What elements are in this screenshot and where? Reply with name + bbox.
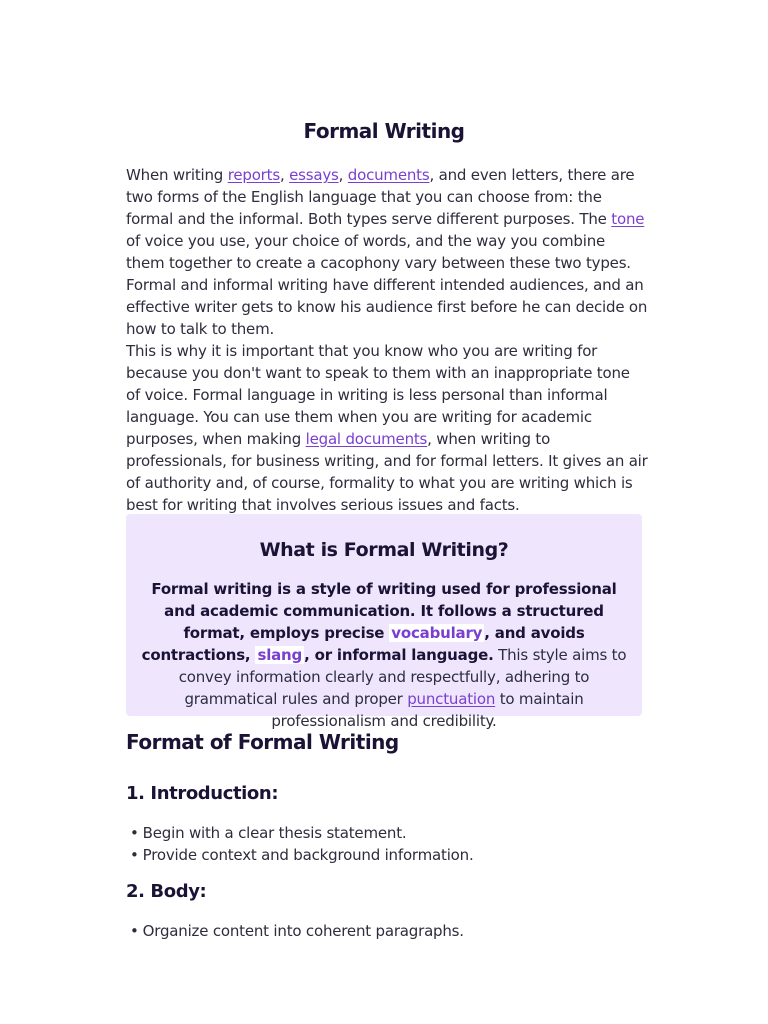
introduction-list (130, 822, 474, 866)
text-segment: , (279, 166, 290, 184)
text-segment: , and even letters, there are two forms of the English language that you can choose from: the formal and the informal. Both types serve different purposes. The (126, 166, 635, 228)
subheading-body: 2. Body: (126, 881, 207, 902)
link-tone[interactable]: tone (611, 210, 645, 228)
keyword-vocabulary[interactable]: vocabulary (391, 624, 483, 642)
definition-callout (126, 514, 642, 730)
link-legal-documents[interactable]: legal documents (305, 430, 428, 448)
link-punctuation[interactable]: punctuation (407, 690, 496, 708)
text-segment: This is why it is important that you know who you are writing for because you don't want to speak to them with an inappropriate tone of voice. Formal language in writing is less personal than informal language. You can use them when you are writing for academic purposes, when making (126, 342, 630, 448)
callout-title: What is Formal Writing? (259, 539, 509, 561)
list-item: • Begin with a clear thesis statement. (130, 822, 474, 844)
link-reports[interactable]: reports (227, 166, 280, 184)
body-list (130, 920, 464, 942)
definition-plain-part-2: to maintain professionalism and credibility. (271, 690, 584, 730)
list-item: • Organize content into coherent paragraphs. (130, 920, 464, 942)
text-segment: , (338, 166, 348, 184)
page-title: Formal Writing (303, 119, 465, 144)
intro-paragraph-2 (126, 340, 648, 516)
list-item: • Provide context and background information. (130, 844, 474, 866)
link-essays[interactable]: essays (289, 166, 339, 184)
definition-plain-part-1: This style aims to convey information clearly and respectfully, adhering to grammatical rules and proper (178, 646, 627, 708)
callout-text (140, 578, 628, 732)
definition-bold-part-2: , and avoids contractions, (141, 624, 585, 664)
keyword-slang[interactable]: slang (257, 646, 303, 664)
definition-bold-part-1: Formal writing is a style of writing used for professional and academic communication. It follows a structured format, employs precise (151, 580, 617, 642)
text-segment: , when writing to professionals, for business writing, and for formal letters. It gives an air of authority and, of course, formality to what you are writing which is best for writing that involves serious issues and facts. (126, 430, 648, 514)
text-segment: When writing (126, 166, 228, 184)
subheading-introduction: 1. Introduction: (126, 783, 279, 804)
intro-text (126, 164, 648, 516)
definition-bold-part-3: , or informal language. (304, 646, 494, 664)
section-heading-format: Format of Formal Writing (126, 730, 399, 754)
link-documents[interactable]: documents (347, 166, 430, 184)
intro-paragraph-1 (126, 164, 648, 340)
text-segment: of voice you use, your choice of words, and the way you combine them together to create a cacophony vary between these two types. Formal and informal writing have different intended audiences, and an effective writer gets to know his audience first before he can decide on how to talk to them. (126, 232, 648, 338)
